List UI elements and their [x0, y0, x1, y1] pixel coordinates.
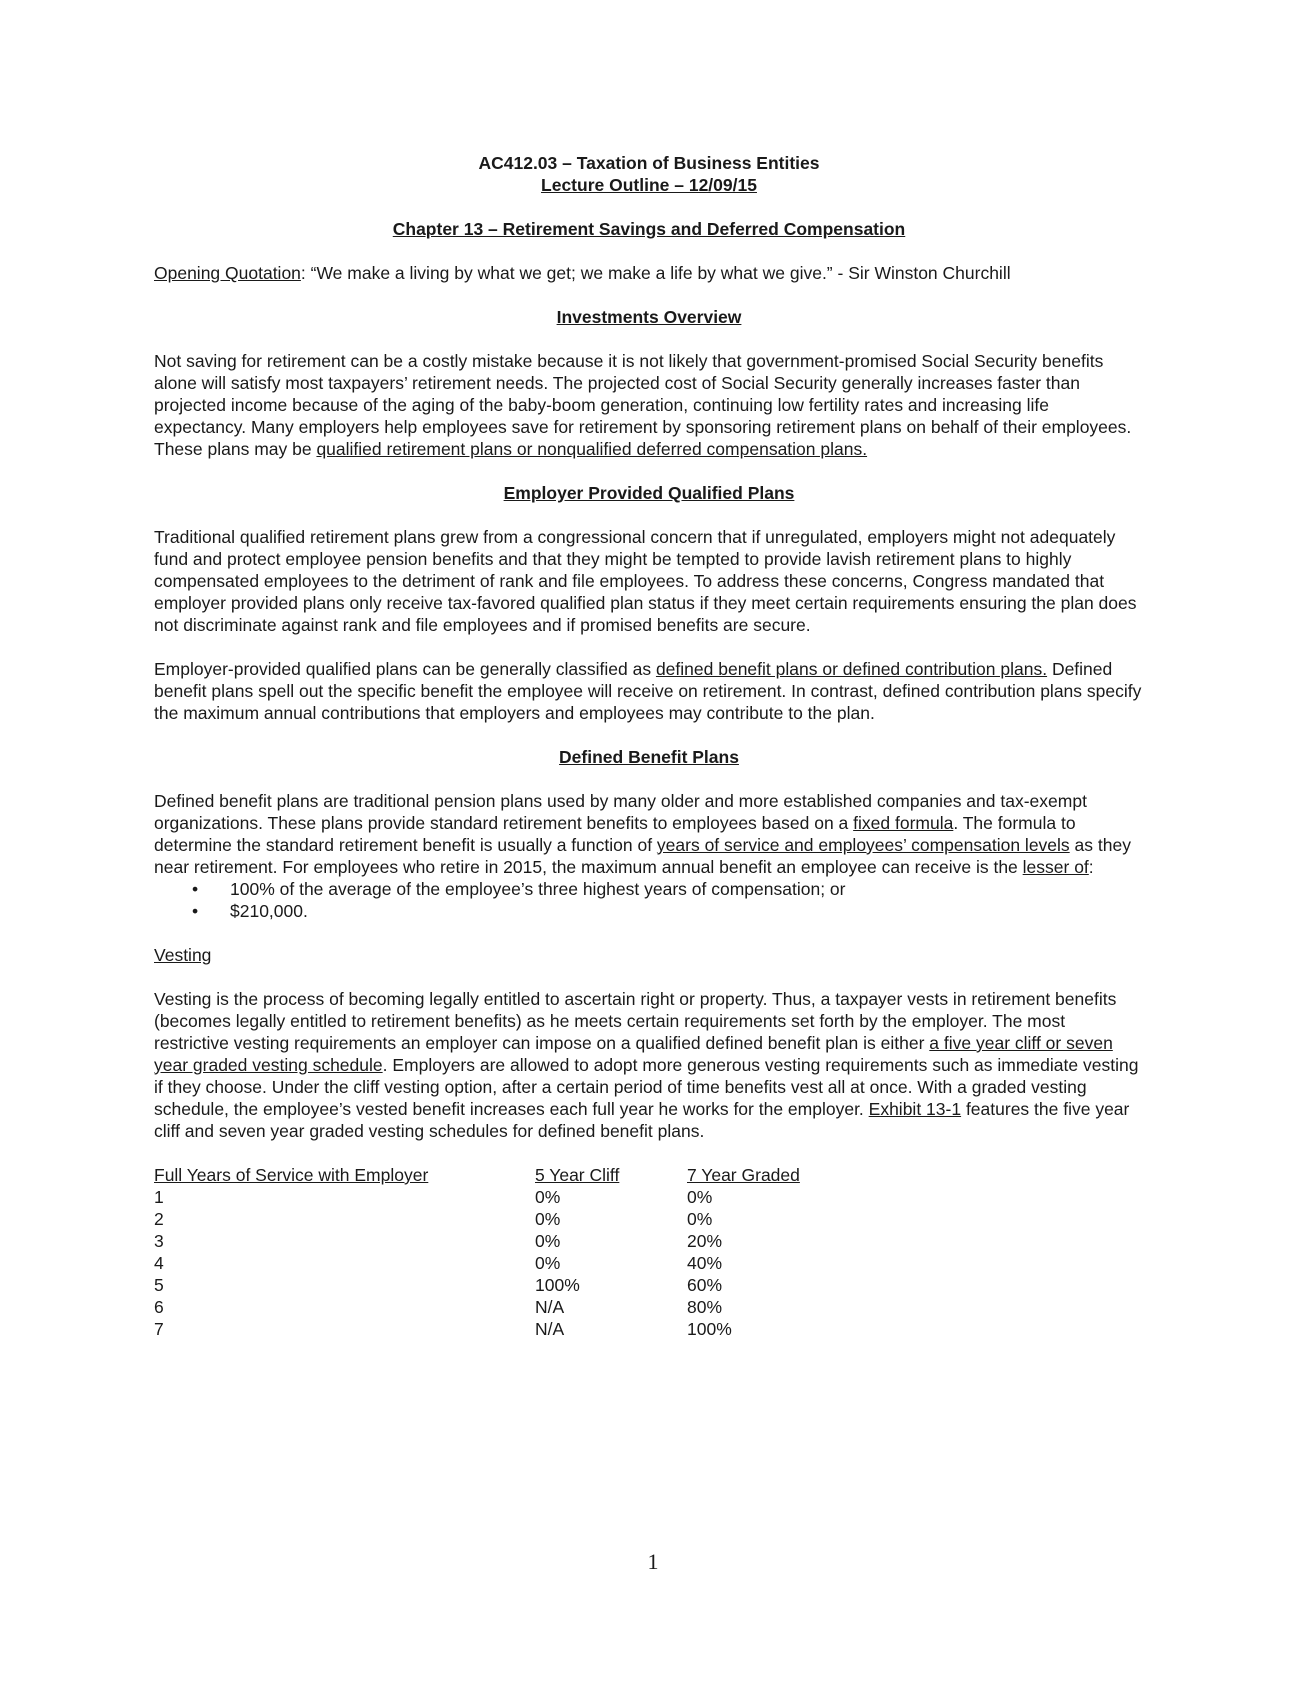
header-graded: 7 Year Graded — [687, 1165, 800, 1185]
table-header-row — [154, 1164, 837, 1186]
cell-graded: 100% — [687, 1319, 732, 1339]
cell-graded: 20% — [687, 1231, 723, 1251]
table-row — [154, 1252, 837, 1274]
list-item: • 100% of the average of the employee’s three highest years of compensation; or — [154, 878, 1144, 900]
investments-text: Not saving for retirement can be a costly mistake because it is not likely that government-promised Social Security benefits alone will satisfy most taxpayers’ retirement needs. The projected cost of Social Security generally increases faster than projected income because of the aging of the baby-boom generation, continuing low fertility rates and increasing life expectancy. Many employers help employees save for retirement by sponsoring retirement plans on behalf of their employees. These plans may be — [154, 351, 1132, 459]
cell-cliff: 100% — [535, 1275, 580, 1295]
cell-cliff: 0% — [535, 1209, 561, 1229]
cell-cliff: 0% — [535, 1231, 561, 1251]
defined-text-1: Defined benefit plans are traditional pension plans used by many older and more established companies and tax-exempt organizations. These plans provide standard retirement benefits to employees based on a — [154, 791, 1087, 833]
defined-underlined-1: fixed formula — [853, 813, 954, 833]
employer-paragraph-2 — [154, 658, 1144, 724]
lecture-title: Lecture Outline – 12/09/15 — [541, 175, 757, 195]
employer-p2-underlined: defined benefit plans or defined contribution plans. — [655, 659, 1048, 679]
header-years: Full Years of Service with Employer — [154, 1165, 429, 1185]
cell-graded: 0% — [687, 1209, 713, 1229]
exhibit-link: Exhibit 13-1 — [868, 1099, 962, 1119]
cell-cliff: N/A — [535, 1297, 565, 1317]
cell-years: 1 — [154, 1187, 164, 1207]
cell-years: 4 — [154, 1253, 164, 1273]
header-cliff: 5 Year Cliff — [535, 1165, 620, 1185]
course-title: AC412.03 – Taxation of Business Entities — [478, 153, 820, 173]
page-content — [154, 152, 1144, 1340]
vesting-text-2: . Employers are allowed to adopt more generous vesting requirements such as immediate vesting if they choose. Under the cliff vesting option, after a certain period of time benefits vest all at once. With a graded vesting schedule, the employee’s vested benefit increases each full year he works for the employer. — [154, 1055, 1139, 1119]
table-row — [154, 1296, 837, 1318]
cell-cliff: 0% — [535, 1253, 561, 1273]
defined-underlined-3: lesser of — [1022, 857, 1089, 877]
cell-graded: 80% — [687, 1297, 723, 1317]
defined-heading: Defined Benefit Plans — [559, 747, 739, 767]
employer-heading: Employer Provided Qualified Plans — [503, 483, 795, 503]
cell-graded: 40% — [687, 1253, 723, 1273]
cell-graded: 60% — [687, 1275, 723, 1295]
defined-text-3: as they near retirement. For employees who retire in 2015, the maximum annual benefit an employee can receive is the — [154, 835, 1131, 877]
cell-cliff: N/A — [535, 1319, 565, 1339]
vesting-schedule-table — [154, 1164, 837, 1340]
page-number: 1 — [647, 1549, 659, 1574]
table-row — [154, 1230, 837, 1252]
employer-p2-end: Defined benefit plans spell out the specific benefit the employee will receive on retirement. In contrast, defined contribution plans specify the maximum annual contributions that employers and employees may contribute to the plan. — [154, 659, 1142, 723]
list-item: • $210,000. — [154, 900, 1144, 922]
table-row — [154, 1318, 837, 1340]
vesting-paragraph — [154, 988, 1144, 1142]
vesting-text-3: features the five year cliff and seven year graded vesting schedules for defined benefit plans. — [154, 1099, 1130, 1141]
opening-quotation-text: “We make a living by what we get; we make a life by what we give.” - Sir Winston Churchill — [310, 263, 1011, 283]
table-row — [154, 1186, 837, 1208]
benefit-limit-list — [154, 878, 1144, 922]
cell-graded: 0% — [687, 1187, 713, 1207]
chapter-title — [154, 218, 1144, 240]
chapter-title-text: Chapter 13 – Retirement Savings and Deferred Compensation — [392, 219, 906, 239]
cell-years: 7 — [154, 1319, 164, 1339]
opening-quotation-label: Opening Quotation — [154, 263, 301, 283]
table-row — [154, 1274, 837, 1296]
investments-underlined: qualified retirement plans or nonqualified deferred compensation plans. — [316, 439, 868, 459]
cell-cliff: 0% — [535, 1187, 561, 1207]
opening-quotation-sep: : — [300, 263, 311, 283]
cell-years: 6 — [154, 1297, 164, 1317]
employer-paragraph-1: Traditional qualified retirement plans grew from a congressional concern that if unregulated, employers might not adequately fund and protect employee pension benefits and that they might be tempted to provide lavish retirement plans to highly compensated employees to the detriment of rank and file employees. To address these concerns, Congress mandated that employer provided plans only receive tax-favored qualified plan status if they meet certain requirements ensuring the plan does not discriminate against rank and file employees and if promised benefits are secure. — [154, 527, 1137, 635]
investments-heading: Investments Overview — [556, 307, 742, 327]
opening-quotation — [154, 262, 1144, 284]
table-row — [154, 1208, 837, 1230]
investments-paragraph — [154, 350, 1144, 460]
vesting-underlined-1: a five year cliff or seven year graded vesting schedule — [154, 1033, 1113, 1075]
cell-years: 2 — [154, 1209, 164, 1229]
vesting-text-1: Vesting is the process of becoming legally entitled to ascertain right or property. Thus, a taxpayer vests in retirement benefits (becomes legally entitled to retirement benefits) as he meets certain requirements set forth by the employer. The most restrictive vesting requirements an employer can impose on a qualified defined benefit plan is either — [154, 989, 1117, 1053]
defined-text-4: : — [1088, 857, 1094, 877]
defined-paragraph — [154, 790, 1144, 878]
defined-text-2: . The formula to determine the standard retirement benefit is usually a function of — [154, 813, 1076, 855]
cell-years: 3 — [154, 1231, 164, 1251]
cell-years: 5 — [154, 1275, 164, 1295]
defined-underlined-2: years of service and employees’ compensation levels — [656, 835, 1070, 855]
vesting-heading: Vesting — [154, 945, 212, 965]
employer-p2-start: Employer-provided qualified plans can be generally classified as — [154, 659, 656, 679]
